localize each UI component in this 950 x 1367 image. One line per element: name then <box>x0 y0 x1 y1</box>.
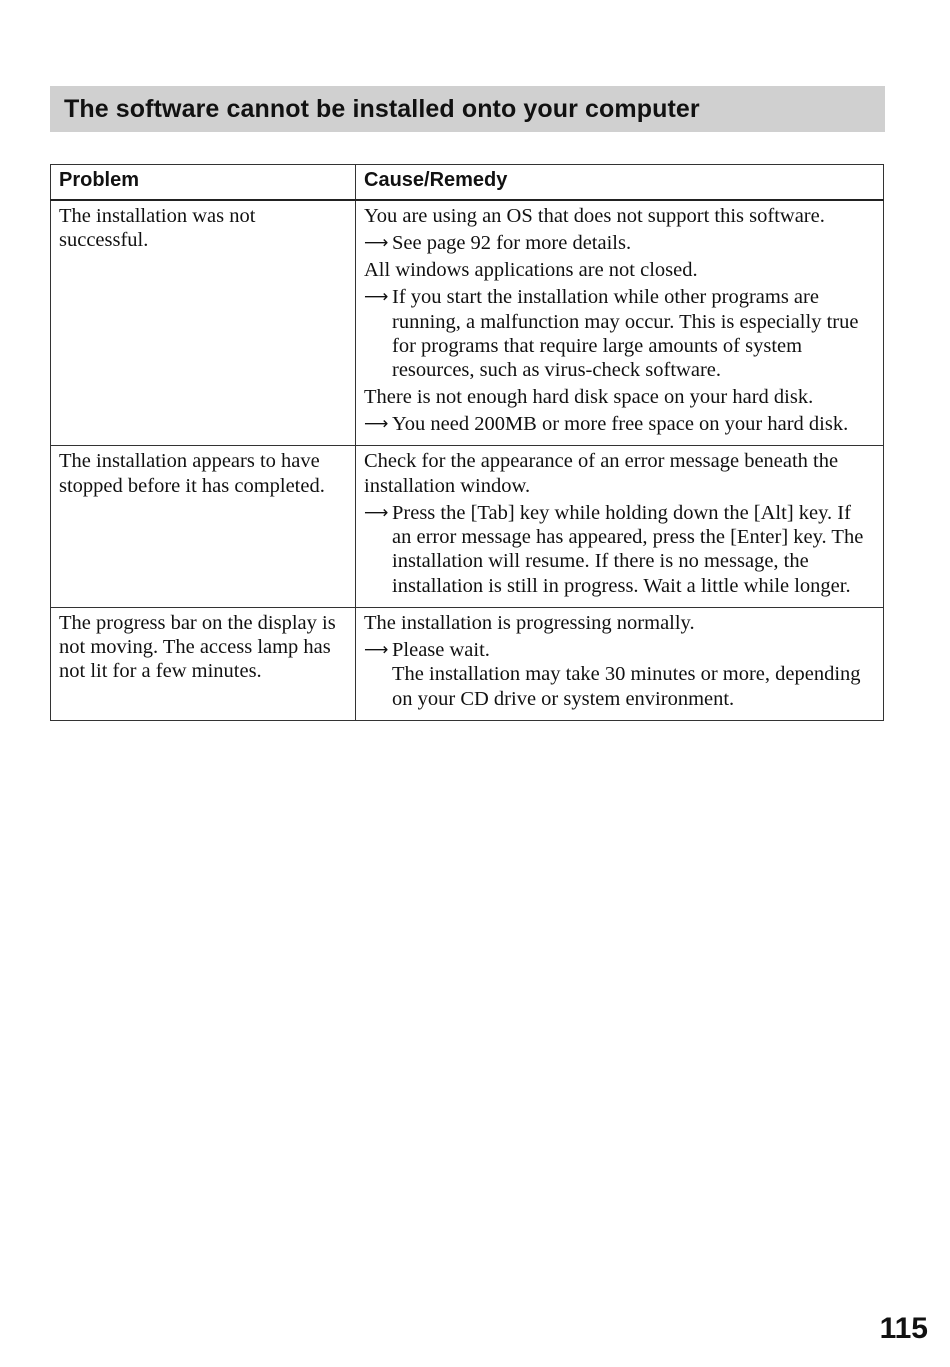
section-header <box>50 86 885 132</box>
cause-remedy-cell <box>356 200 884 446</box>
troubleshooting-table <box>50 164 884 721</box>
cause-text: All windows applications are not closed. <box>364 259 698 282</box>
arrow-right-icon: ⟶ <box>364 287 389 308</box>
cause-remedy-column-header: Cause/Remedy <box>356 165 884 201</box>
problem-column-header: Problem <box>51 165 356 201</box>
remedy-text: Press the [Tab] key while holding down the [Alt] key. If an error message has appeared, press the [Enter] key. The installation will resume. If there is no message, the installation is still in progress. Wait a little while longer. <box>392 501 864 597</box>
arrow-right-icon: ⟶ <box>364 414 389 435</box>
arrow-right-icon: ⟶ <box>364 639 389 660</box>
cause-remedy-cell <box>356 607 884 720</box>
remedy-text: You need 200MB or more free space on your hard disk. <box>392 413 849 436</box>
cause-text: The installation is progressing normally. <box>364 611 695 634</box>
remedy-item <box>364 285 875 382</box>
table-row <box>51 607 884 720</box>
page-number: 115 <box>879 1312 928 1345</box>
arrow-right-icon: ⟶ <box>364 233 389 254</box>
remedy-item <box>364 412 875 436</box>
section-title: The software cannot be installed onto your computer <box>64 94 700 123</box>
problem-cell: The installation appears to have stopped before it has completed. <box>51 446 356 607</box>
cause-text: There is not enough hard disk space on your hard disk. <box>364 386 814 409</box>
problem-cell: The installation was not successful. <box>51 200 356 446</box>
remedy-item <box>364 501 875 598</box>
remedy-text: If you start the installation while other programs are running, a malfunction may occur. This is especially true for programs that require large amounts of system resources, such as virus-check software. <box>392 286 859 382</box>
cause-text: Check for the appearance of an error message beneath the installation window. <box>364 450 839 497</box>
problem-cell: The progress bar on the display is not moving. The access lamp has not lit for a few minutes. <box>51 607 356 720</box>
arrow-right-icon: ⟶ <box>364 502 389 523</box>
remedy-note: The installation may take 30 minutes or more, depending on your CD drive or system environment. <box>392 663 861 710</box>
remedy-item <box>364 231 875 255</box>
cause-remedy-cell <box>356 446 884 607</box>
table-row <box>51 446 884 607</box>
remedy-text: Please wait. <box>392 638 490 661</box>
table-header-row <box>51 165 884 201</box>
cause-text: You are using an OS that does not support this software. <box>364 205 825 227</box>
remedy-text: See page 92 for more details. <box>392 232 632 255</box>
remedy-item <box>364 638 875 711</box>
table-row <box>51 200 884 446</box>
